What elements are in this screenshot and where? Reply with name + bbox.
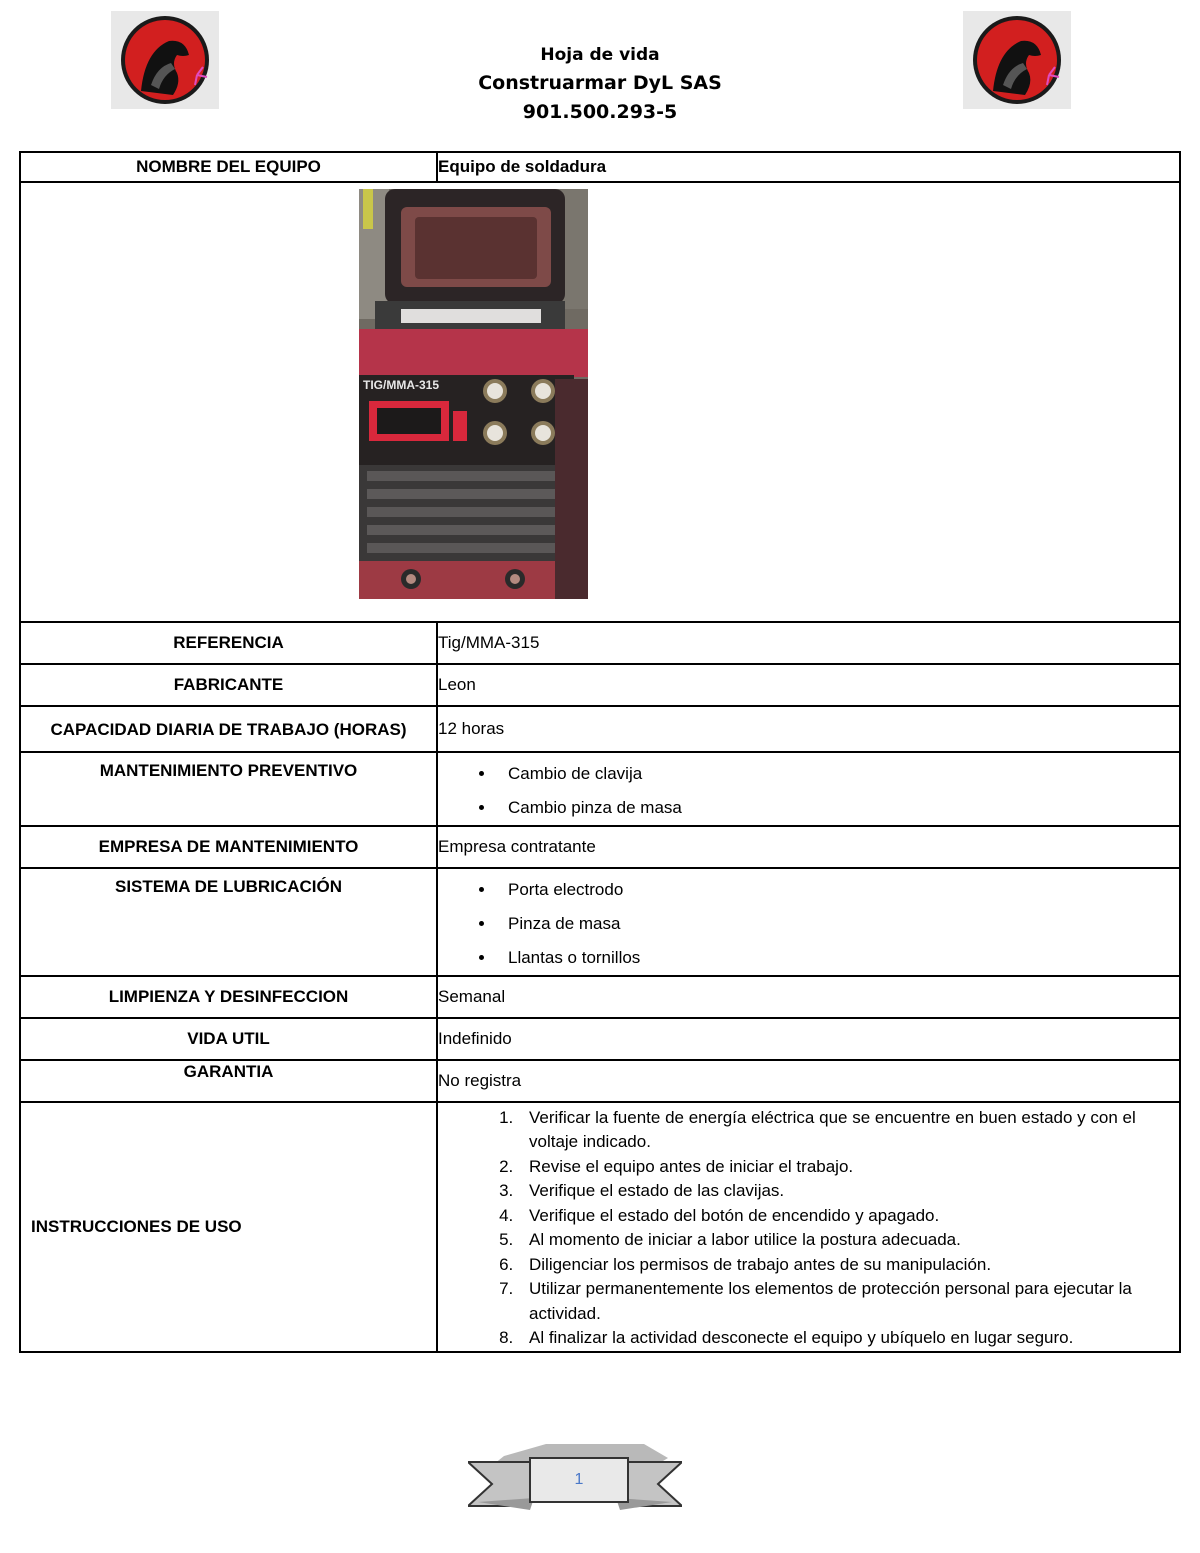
list-item: • Porta electrodo: [496, 873, 1179, 907]
list-item: • Llantas o tornillos: [496, 941, 1179, 975]
company-nit: 901.500.293-5: [522, 101, 678, 123]
table-row: [20, 152, 1180, 182]
welding-machine-photo: [359, 189, 588, 599]
photo-panel-label: TIG/MMA-315: [363, 378, 440, 392]
list-item: • Cambio pinza de masa: [496, 791, 1179, 825]
equipment-name-value: Equipo de soldadura: [437, 152, 1180, 182]
capacity-value: 12 horas: [437, 706, 1180, 752]
list-item: • Cambio de clavija: [496, 757, 1179, 791]
list-item: • Pinza de masa: [496, 907, 1179, 941]
table-row: [20, 622, 1180, 664]
cleaning-value: Semanal: [437, 976, 1180, 1018]
list-item: 3. Verifique el estado de las clavijas.: [518, 1179, 1165, 1204]
warranty-value: No registra: [437, 1060, 1180, 1102]
cleaning-label: LIMPIENZA Y DESINFECCION: [20, 976, 437, 1018]
list-item: 6. Diligenciar los permisos de trabajo antes de su manipulación.: [518, 1253, 1165, 1278]
manufacturer-value: Leon: [437, 664, 1180, 706]
table-row: [20, 976, 1180, 1018]
useful-life-label: VIDA UTIL: [20, 1018, 437, 1060]
list-item: 7. Utilizar permanentemente los elementos de protección personal para ejecutar la actividad.: [518, 1277, 1165, 1326]
list-item: 1. Verificar la fuente de energía eléctrica que se encuentre en buen estado y con el voltaje indicado.: [518, 1106, 1165, 1155]
table-row: [20, 1102, 1180, 1352]
photo-cell: [20, 182, 1180, 622]
preventive-maintenance-value: [437, 752, 1180, 826]
table-row: [20, 1060, 1180, 1102]
equipment-sheet-table: [19, 151, 1181, 1353]
table-row: [20, 664, 1180, 706]
company-name: Construarmar DyL SAS: [478, 72, 722, 94]
useful-life-value: Indefinido: [437, 1018, 1180, 1060]
manufacturer-label: FABRICANTE: [20, 664, 437, 706]
lubrication-label: SISTEMA DE LUBRICACIÓN: [20, 868, 437, 976]
preventive-maintenance-list: [438, 757, 1179, 825]
document-header: [0, 42, 1200, 126]
photo-row: [20, 182, 1180, 622]
lubrication-list: [438, 873, 1179, 975]
instructions-list: [438, 1106, 1165, 1351]
list-item: 4. Verifique el estado del botón de encendido y apagado.: [518, 1204, 1165, 1229]
table-row: [20, 1018, 1180, 1060]
reference-value: Tig/MMA-315: [437, 622, 1180, 664]
table-row: [20, 706, 1180, 752]
preventive-maintenance-label: MANTENIMIENTO PREVENTIVO: [20, 752, 437, 826]
reference-label: REFERENCIA: [20, 622, 437, 664]
instructions-label: INSTRUCCIONES DE USO: [20, 1102, 437, 1352]
document-title: Hoja de vida: [540, 45, 660, 65]
table-row: [20, 752, 1180, 826]
table-row: [20, 826, 1180, 868]
equipment-name-label: NOMBRE DEL EQUIPO: [20, 152, 437, 182]
maintenance-company-label: EMPRESA DE MANTENIMIENTO: [20, 826, 437, 868]
table-row: [20, 868, 1180, 976]
list-item: 5. Al momento de iniciar a labor utilice la postura adecuada.: [518, 1228, 1165, 1253]
lubrication-value: [437, 868, 1180, 976]
page-number: 1: [574, 1471, 584, 1488]
warranty-label: GARANTIA: [20, 1060, 437, 1102]
instructions-value: [437, 1102, 1180, 1352]
list-item: 2. Revise el equipo antes de iniciar el trabajo.: [518, 1155, 1165, 1180]
maintenance-company-value: Empresa contratante: [437, 826, 1180, 868]
capacity-label: CAPACIDAD DIARIA DE TRABAJO (HORAS): [20, 706, 437, 752]
list-item: 8. Al finalizar la actividad desconecte el equipo y ubíquelo en lugar seguro.: [518, 1326, 1165, 1351]
